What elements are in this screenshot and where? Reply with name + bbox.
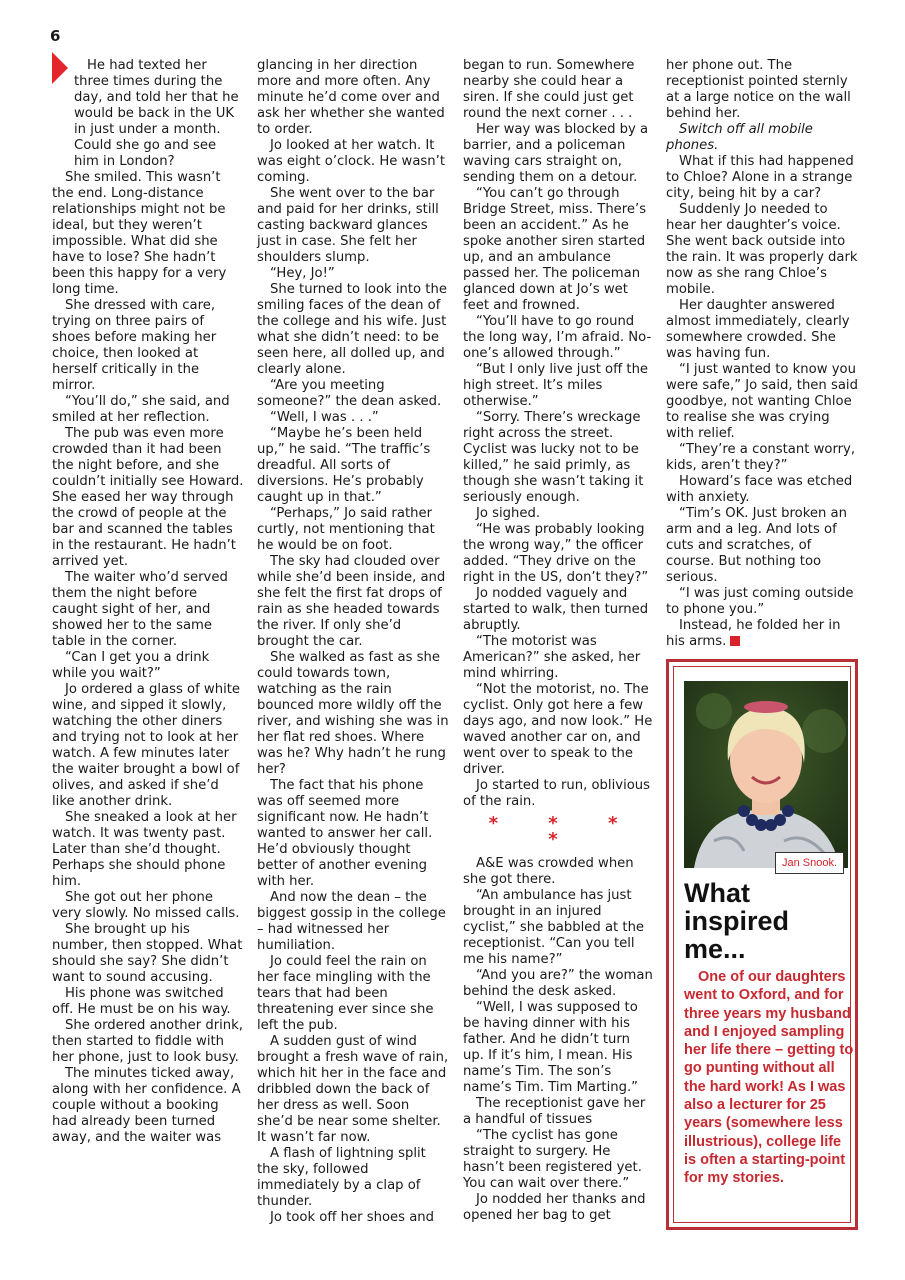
box-title-line: What (684, 878, 750, 908)
paragraph: Jo nodded vaguely and started to walk, then turned abruptly. (463, 586, 649, 633)
paragraph: And now the dean – the biggest gossip in the college – had witnessed her humiliation. (257, 890, 446, 953)
paragraph: The pub was even more crowded than it had been the night before, and she couldn’t initially see Howard. She eased her way through the crowd of people at the bar and scanned the tables in the restaurant. He hadn’t arrived yet. (52, 426, 244, 569)
paragraph: “I was just coming outside to phone you.” (666, 586, 854, 617)
paragraph-last (666, 618, 858, 650)
paragraph: “I just wanted to know you were safe,” Jo said, then said goodbye, not wanting Chloe to realise she was crying with relief. (666, 362, 858, 441)
column-1 (52, 58, 244, 1146)
paragraph: began to run. Somewhere nearby she could hear a siren. If she could just get round the next corner . . . (463, 58, 635, 121)
paragraph: “The cyclist has gone straight to surgery. He hasn’t been registered yet. You can wait over there.” (463, 1128, 642, 1191)
paragraph: “Well, I was . . .” (270, 410, 379, 425)
paragraph: “An ambulance has just brought in an injured cyclist,” she babbled at the receptionist. “Can you tell me his name?” (463, 888, 645, 967)
paragraph: The fact that his phone was off seemed more significant now. He hadn’t wanted to answer her call. He’d obviously thought better of another evening with her. (257, 778, 433, 889)
paragraph: “Not the motorist, no. The cyclist. Only got here a few days ago, and now look.” He waved another car on, and went over to speak to the driver. (463, 682, 653, 777)
paragraph: her phone out. The receptionist pointed sternly at a large notice on the wall behind her. (666, 58, 851, 121)
paragraph: “You’ll do,” she said, and smiled at her reflection. (52, 394, 230, 425)
paragraph: She dressed with care, trying on three pairs of shoes before making her choice, then looked at herself critically in the mirror. (52, 298, 217, 393)
paragraph: Jo nodded her thanks and opened her bag to get (463, 1192, 646, 1223)
paragraph: “You can’t go through Bridge Street, miss. There’s been an accident.” As he spoke another siren started up, and an ambulance passed her. The policeman glanced down at Jo’s wet feet and frowned. (463, 186, 647, 313)
author-box-inner-border (673, 666, 854, 1223)
box-body-text: One of our daughters went to Oxford, and for three years my husband and I enjoyed sampling her life there – getting to go punting without all the hard work! As I was also a lecturer for 25 years (somewhere less illustrious), college life is often a starting-point for my stories. (684, 969, 854, 1187)
paragraph: Jo looked at her watch. It was eight o’clock. He wasn’t coming. (257, 138, 445, 185)
box-title-line: inspired (684, 906, 790, 936)
paragraph: He had texted her three times during the day, and told her that he would be back in the UK in just under a month. Could she go and see him in London? (74, 58, 239, 169)
column-3 (463, 58, 655, 1224)
paragraph: She went over to the bar and paid for her drinks, still casting backward glances just in case. She felt her shoulders slump. (257, 186, 439, 265)
paragraph: She got out her phone very slowly. No missed calls. (52, 890, 240, 921)
column-2 (257, 58, 449, 1226)
paragraph: Her daughter answered almost immediately, clearly somewhere crowded. She was having fun. (666, 298, 850, 361)
paragraph: The receptionist gave her a handful of tissues (463, 1096, 646, 1127)
section-separator: * * * * (488, 813, 640, 850)
paragraph: “The motorist was American?” she asked, her mind whirring. (463, 634, 641, 681)
paragraph: Jo sighed. (476, 506, 541, 521)
paragraph: The minutes ticked away, along with her confidence. A couple without a booking had already been turned away, and the waiter was (52, 1066, 241, 1145)
paragraph: “You’ll have to go round the long way, I’m afraid. No-one’s allowed through.” (463, 314, 652, 361)
paragraph: She sneaked a look at her watch. It was twenty past. Later than she’d thought. Perhaps she should phone him. (52, 810, 237, 889)
paragraph: “Hey, Jo!” (270, 266, 335, 281)
paragraph: “Tim’s OK. Just broken an arm and a leg. And lots of cuts and scratches, of course. But nothing too serious. (666, 506, 847, 585)
paragraph: “Maybe he’s been held up,” he said. “The traffic’s dreadful. All sorts of diversions. He’s probably caught up in that.” (257, 426, 431, 505)
paragraph: She brought up his number, then stopped. What should she say? She didn’t want to sound accusing. (52, 922, 243, 985)
notice-text: Switch off all mobile phones. (666, 122, 813, 153)
author-box (666, 659, 858, 1230)
paragraph: A&E was crowded when she got there. (463, 856, 634, 887)
box-title (684, 879, 854, 963)
paragraph: “Well, I was supposed to be having dinner with his father. And he didn’t turn up. If it’s him, I mean. His name’s Tim. The son’s name’s Tim. Tim Marting.” (463, 1000, 639, 1095)
paragraph: She turned to look into the smiling faces of the dean of the college and his wife. Just what she didn’t need: to be seen here, all dolled up, and clearly alone. (257, 282, 447, 377)
paragraph: “Perhaps,” Jo said rather curtly, not mentioning that he would be on foot. (257, 506, 435, 553)
box-title-line: me... (684, 934, 746, 964)
page-number: 6 (50, 27, 61, 45)
box-body (684, 968, 856, 1188)
paragraph: “Can I get you a drink while you wait?” (52, 650, 210, 681)
paragraph: Jo ordered a glass of white wine, and sipped it slowly, watching the other diners and trying not to look at her watch. A few minutes later the waiter brought a bowl of olives, and asked if she’d like another drink. (52, 682, 241, 809)
paragraph: The sky had clouded over while she’d been inside, and she felt the first fat drops of rain as she headed towards the river. If only she’d brought the car. (257, 554, 446, 649)
photo-caption: Jan Snook. (775, 852, 844, 874)
paragraph: “He was probably looking the wrong way,” the officer added. “They drive on the right in the US, don’t they?” (463, 522, 649, 585)
paragraph: Howard’s face was etched with anxiety. (666, 474, 853, 505)
paragraph: glancing in her direction more and more often. Any minute he’d come over and ask her whether she wanted to order. (257, 58, 445, 137)
paragraph-last-text: Instead, he folded her in his arms. (666, 618, 841, 649)
paragraph: Suddenly Jo needed to hear her daughter’s voice. She went back outside into the rain. It was properly dark now as she rang Chloe’s mobile. (666, 202, 858, 297)
paragraph: The waiter who’d served them the night before caught sight of her, and showed her to the same table in the corner. (52, 570, 228, 649)
paragraph: “Sorry. There’s wreckage right across the street. Cyclist was lucky not to be killed,” he said primly, as though she wasn’t taking it seriously enough. (463, 410, 644, 505)
paragraph: His phone was switched off. He must be on his way. (52, 986, 231, 1017)
paragraph: “They’re a constant worry, kids, aren’t they?” (666, 442, 856, 473)
paragraph: She ordered another drink, then started to fiddle with her phone, just to look busy. (52, 1018, 243, 1065)
author-photo (684, 681, 848, 868)
paragraph: What if this had happened to Chloe? Alone in a strange city, being hit by a car? (666, 154, 854, 201)
paragraph: Jo could feel the rain on her face mingling with the tears that had been threatening ever since she left the pub. (257, 954, 434, 1033)
paragraph: A sudden gust of wind brought a fresh wave of rain, which hit her in the face and dribbled down the back of her dress as well. Soon she’d be near some shelter. It wasn’t far now. (257, 1034, 449, 1145)
paragraph: Her way was blocked by a barrier, and a policeman waving cars straight on, sending them on a detour. (463, 122, 649, 185)
column-4 (666, 58, 858, 650)
paragraph: “And you are?” the woman behind the desk asked. (463, 968, 653, 999)
paragraph: She walked as fast as she could towards town, watching as the rain bounced more wildly off the river, and wishing she was in her flat red shoes. Where was he? Why hadn’t he rung her? (257, 650, 449, 777)
paragraph: A flash of lightning split the sky, followed immediately by a clap of thunder. (257, 1146, 426, 1209)
paragraph: She smiled. This wasn’t the end. Long-distance relationships might not be ideal, but they weren’t impossible. What did she have to lose? She hadn’t been this happy for a very long time. (52, 170, 227, 297)
paragraph: Jo started to run, oblivious of the rain. (463, 778, 651, 809)
paragraph: “But I only live just off the high street. It’s miles otherwise.” (463, 362, 649, 409)
end-mark-icon (730, 636, 740, 646)
paragraph: Jo took off her shoes and (270, 1210, 435, 1225)
paragraph: “Are you meeting someone?” the dean asked. (257, 378, 442, 409)
